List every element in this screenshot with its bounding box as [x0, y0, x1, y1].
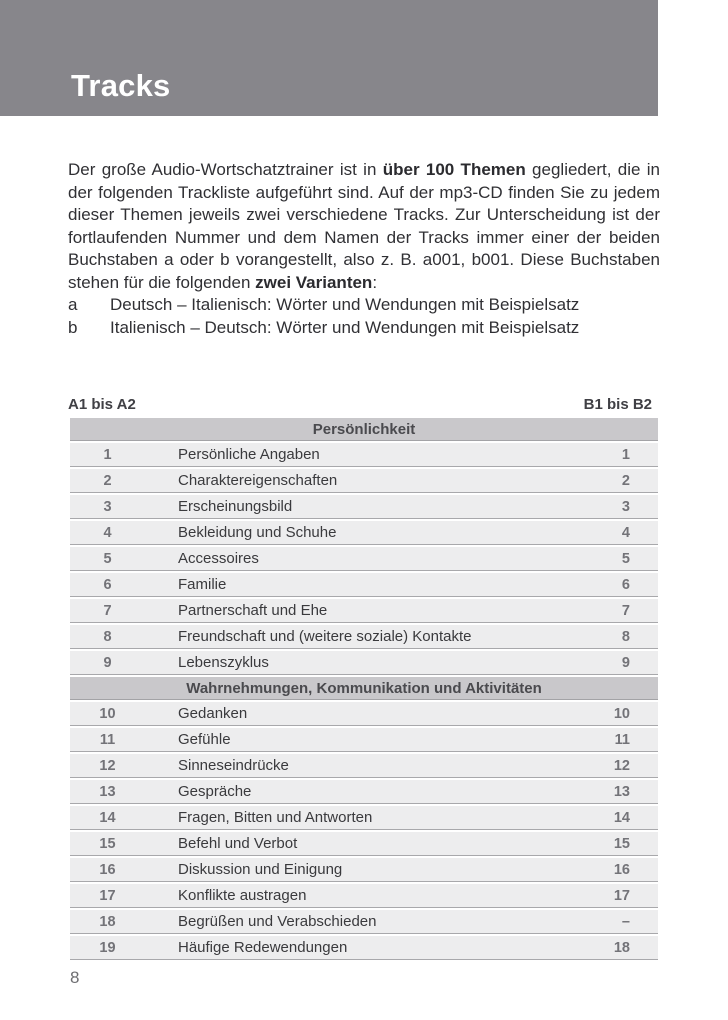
intro-bold-text: zwei Varianten [255, 272, 373, 292]
track-topic: Bekleidung und Schuhe [178, 524, 337, 541]
track-topic: Gefühle [178, 731, 231, 748]
track-number-a: 4 [103, 524, 112, 541]
track-number-b: 18 [613, 939, 630, 956]
variant-label: a [68, 295, 78, 314]
track-topic: Charaktereigenschaften [178, 472, 338, 489]
track-number-a: 16 [99, 861, 116, 878]
track-number-a: 12 [99, 757, 116, 774]
track-topic: Partnerschaft und Ehe [178, 602, 328, 619]
track-number-b: 2 [621, 472, 630, 489]
track-number-a: 11 [99, 731, 116, 748]
track-row [70, 936, 658, 960]
track-topic: Erscheinungsbild [178, 498, 293, 515]
track-number-b: 7 [621, 602, 630, 619]
track-row [70, 547, 658, 571]
track-number-a: 5 [103, 550, 112, 567]
track-number-b: 10 [613, 705, 630, 722]
section-header: Persönlichkeit [70, 418, 658, 441]
track-topic: Begrüßen und Verabschieden [178, 913, 377, 930]
track-number-a: 2 [103, 472, 112, 489]
track-number-b: 15 [613, 835, 630, 852]
track-number-b: 3 [621, 498, 630, 515]
track-number-b: 9 [621, 654, 630, 671]
track-topic: Accessoires [178, 550, 259, 567]
track-row [70, 754, 658, 778]
track-topic: Familie [178, 576, 227, 593]
variant-label: b [68, 318, 78, 337]
track-number-a: 7 [103, 602, 112, 619]
track-number-a: 8 [103, 628, 112, 645]
track-row [70, 495, 658, 519]
track-topic: Häufige Redewendungen [178, 939, 348, 956]
track-row [70, 521, 658, 545]
section-header: Wahrnehmungen, Kommunikation und Aktivitäten [70, 677, 658, 700]
track-topic: Freundschaft und (weitere soziale) Kontakte [178, 628, 472, 645]
variant-item [68, 293, 660, 316]
track-number-b: – [621, 913, 630, 930]
track-row [70, 780, 658, 804]
tracklist-level-headers [68, 396, 656, 413]
track-topic: Fragen, Bitten und Antworten [178, 809, 373, 826]
track-row [70, 728, 658, 752]
track-number-b: 14 [613, 809, 630, 826]
track-number-b: 11 [614, 731, 630, 748]
track-number-a: 13 [99, 783, 116, 800]
track-number-b: 6 [621, 576, 630, 593]
variant-item [68, 316, 660, 339]
track-number-a: 3 [103, 498, 112, 515]
track-number-a: 14 [99, 809, 116, 826]
track-row [70, 443, 658, 467]
page-title: Tracks [71, 68, 171, 103]
track-number-a: 1 [103, 446, 112, 463]
track-topic: Gedanken [178, 705, 248, 722]
track-row [70, 910, 658, 934]
track-number-b: 13 [613, 783, 630, 800]
track-number-a: 17 [99, 887, 116, 904]
track-number-b: 1 [621, 446, 630, 463]
track-number-a: 9 [103, 654, 112, 671]
track-row [70, 625, 658, 649]
tracklist-table [70, 418, 658, 962]
track-number-a: 18 [99, 913, 116, 930]
track-number-b: 4 [621, 524, 630, 541]
track-row [70, 599, 658, 623]
track-topic: Lebenszyklus [178, 654, 269, 671]
track-topic: Konflikte austragen [178, 887, 307, 904]
track-topic: Diskussion und Einigung [178, 861, 343, 878]
track-row [70, 858, 658, 882]
track-topic: Befehl und Verbot [178, 835, 298, 852]
track-number-b: 17 [613, 887, 630, 904]
track-number-b: 12 [613, 757, 630, 774]
track-number-b: 5 [621, 550, 630, 567]
track-row [70, 832, 658, 856]
track-number-a: 19 [99, 939, 116, 956]
track-topic: Sinneseindrücke [178, 757, 289, 774]
page-number: 8 [70, 968, 80, 987]
variant-text: Deutsch – Italienisch: Wörter und Wendungen mit Beispielsatz [110, 295, 580, 314]
variant-list [68, 293, 660, 339]
intro-text: : [372, 272, 378, 292]
track-row [70, 573, 658, 597]
track-topic: Persönliche Angaben [178, 446, 320, 463]
track-row [70, 806, 658, 830]
level-header-a: A1 bis A2 [68, 396, 136, 413]
track-row [70, 702, 658, 726]
title-band [0, 0, 658, 116]
track-number-a: 6 [103, 576, 112, 593]
track-number-a: 15 [99, 835, 116, 852]
intro-text: Der große Audio-Wortschatztrainer ist in [68, 160, 383, 179]
track-number-a: 10 [99, 705, 116, 722]
intro-paragraph [68, 159, 660, 295]
track-number-b: 16 [613, 861, 630, 878]
track-row [70, 469, 658, 493]
level-header-b: B1 bis B2 [583, 396, 652, 413]
intro-text: gegliedert, die in der folgenden Trackliste aufgeführt sind. Auf der mp3-CD finden Sie zu jedem dieser Themen jeweils zwei verschiedene Tracks. Zur Unterscheidung ist der fortlaufenden Nummer und dem Namen der Tracks immer einer der beiden Buchstaben a oder b vorangestellt, also z. B. a001, b001. Diese Buchstaben stehen für die folgenden [68, 160, 660, 292]
track-topic: Gespräche [178, 783, 252, 800]
track-row [70, 651, 658, 675]
variant-text: Italienisch – Deutsch: Wörter und Wendungen mit Beispielsatz [110, 318, 580, 337]
track-number-b: 8 [621, 628, 630, 645]
intro-bold-text: über 100 Themen [382, 160, 526, 179]
track-row [70, 884, 658, 908]
